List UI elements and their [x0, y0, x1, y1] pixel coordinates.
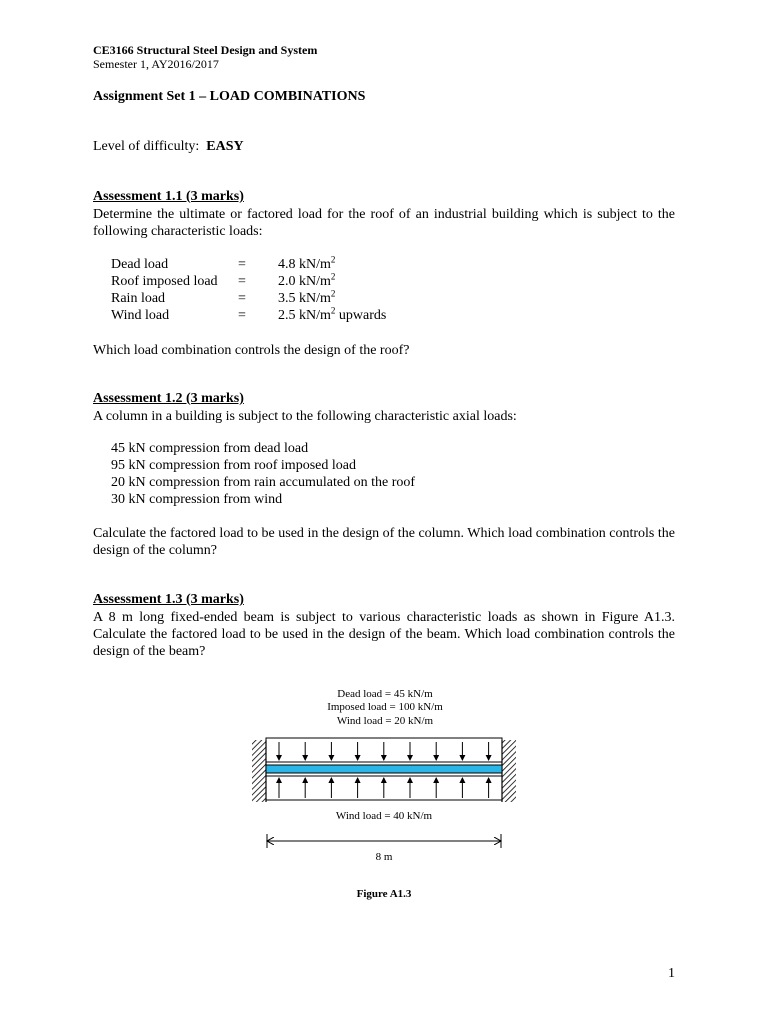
- load-value-text: 2.5 kN/m: [278, 308, 331, 323]
- figure-caption: Figure A1.3: [356, 888, 412, 900]
- list-item: 30 kN compression from wind: [111, 492, 283, 507]
- load-value-text: 4.8 kN/m: [278, 257, 331, 272]
- assessment-1-1-intro: Determine the ultimate or factored load for the roof of an industrial building which is subject to the following characteristic loads:: [93, 207, 675, 239]
- load-name: Rain load: [111, 291, 166, 306]
- right-fixed-support: [502, 740, 516, 802]
- load-row: [111, 307, 386, 324]
- unit-exponent: 2: [330, 288, 336, 299]
- assessment-1-2-intro: A column in a building is subject to the following characteristic axial loads:: [93, 409, 517, 424]
- load-direction: upwards: [335, 308, 387, 323]
- load-name: Wind load: [111, 308, 170, 323]
- load-row: [111, 290, 386, 307]
- equals-sign: =: [238, 257, 246, 272]
- list-item: 45 kN compression from dead load: [111, 441, 309, 456]
- load-value-text: 3.5 kN/m: [278, 291, 331, 306]
- left-fixed-support: [252, 740, 266, 802]
- load-name: Roof imposed load: [111, 274, 218, 289]
- downward-load-arrows: [279, 742, 489, 760]
- load-row: [111, 273, 386, 290]
- list-item: 95 kN compression from roof imposed load: [111, 458, 356, 473]
- load-value-text: 2.0 kN/m: [278, 274, 331, 289]
- equals-sign: =: [238, 291, 246, 306]
- page-number: 1: [668, 966, 675, 981]
- unit-exponent: 2: [330, 254, 336, 265]
- assessment-1-3-heading: Assessment 1.3 (3 marks): [93, 592, 244, 607]
- axial-load-list: [111, 440, 415, 508]
- unit-exponent: 2: [330, 305, 336, 316]
- beam: [266, 765, 502, 773]
- difficulty-label: Level of difficulty:: [93, 139, 200, 154]
- load-name: Dead load: [111, 257, 169, 272]
- wind-load-down-label: Wind load = 20 kN/m: [336, 715, 434, 727]
- load-value: [278, 307, 386, 324]
- load-table: [111, 256, 386, 324]
- upward-load-arrows: [279, 778, 489, 798]
- assignment-title: Assignment Set 1 – LOAD COMBINATIONS: [93, 89, 366, 104]
- assessment-1-1-heading: Assessment 1.1 (3 marks): [93, 189, 244, 204]
- imposed-load-label: Imposed load = 100 kN/m: [327, 701, 443, 713]
- difficulty-value: EASY: [206, 139, 244, 154]
- assessment-1-3-intro: A 8 m long fixed-ended beam is subject to various characteristic loads as shown in Figure A1.3. Calculate the factored load to be used in the design of the beam. Which load combination controls the design of the beam?: [93, 610, 675, 659]
- assessment-1-2-heading: Assessment 1.2 (3 marks): [93, 391, 244, 406]
- list-item: 20 kN compression from rain accumulated on the roof: [111, 475, 416, 490]
- assessment-1-1-question: Which load combination controls the design of the roof?: [93, 343, 410, 358]
- difficulty-line: [93, 139, 244, 155]
- equals-sign: =: [238, 308, 246, 323]
- load-row: [111, 256, 386, 273]
- wind-load-up-label: Wind load = 40 kN/m: [335, 810, 433, 822]
- semester-line: Semester 1, AY2016/2017: [93, 57, 219, 71]
- unit-exponent: 2: [330, 271, 336, 282]
- span-label: 8 m: [375, 851, 393, 863]
- equals-sign: =: [238, 274, 246, 289]
- course-title: CE3166 Structural Steel Design and System: [93, 43, 318, 57]
- beam-load-diagram: [240, 682, 530, 872]
- assessment-1-2-question: Calculate the factored load to be used in the design of the column. Which load combination controls the design of the column?: [93, 526, 675, 558]
- dead-load-label: Dead load = 45 kN/m: [337, 688, 433, 700]
